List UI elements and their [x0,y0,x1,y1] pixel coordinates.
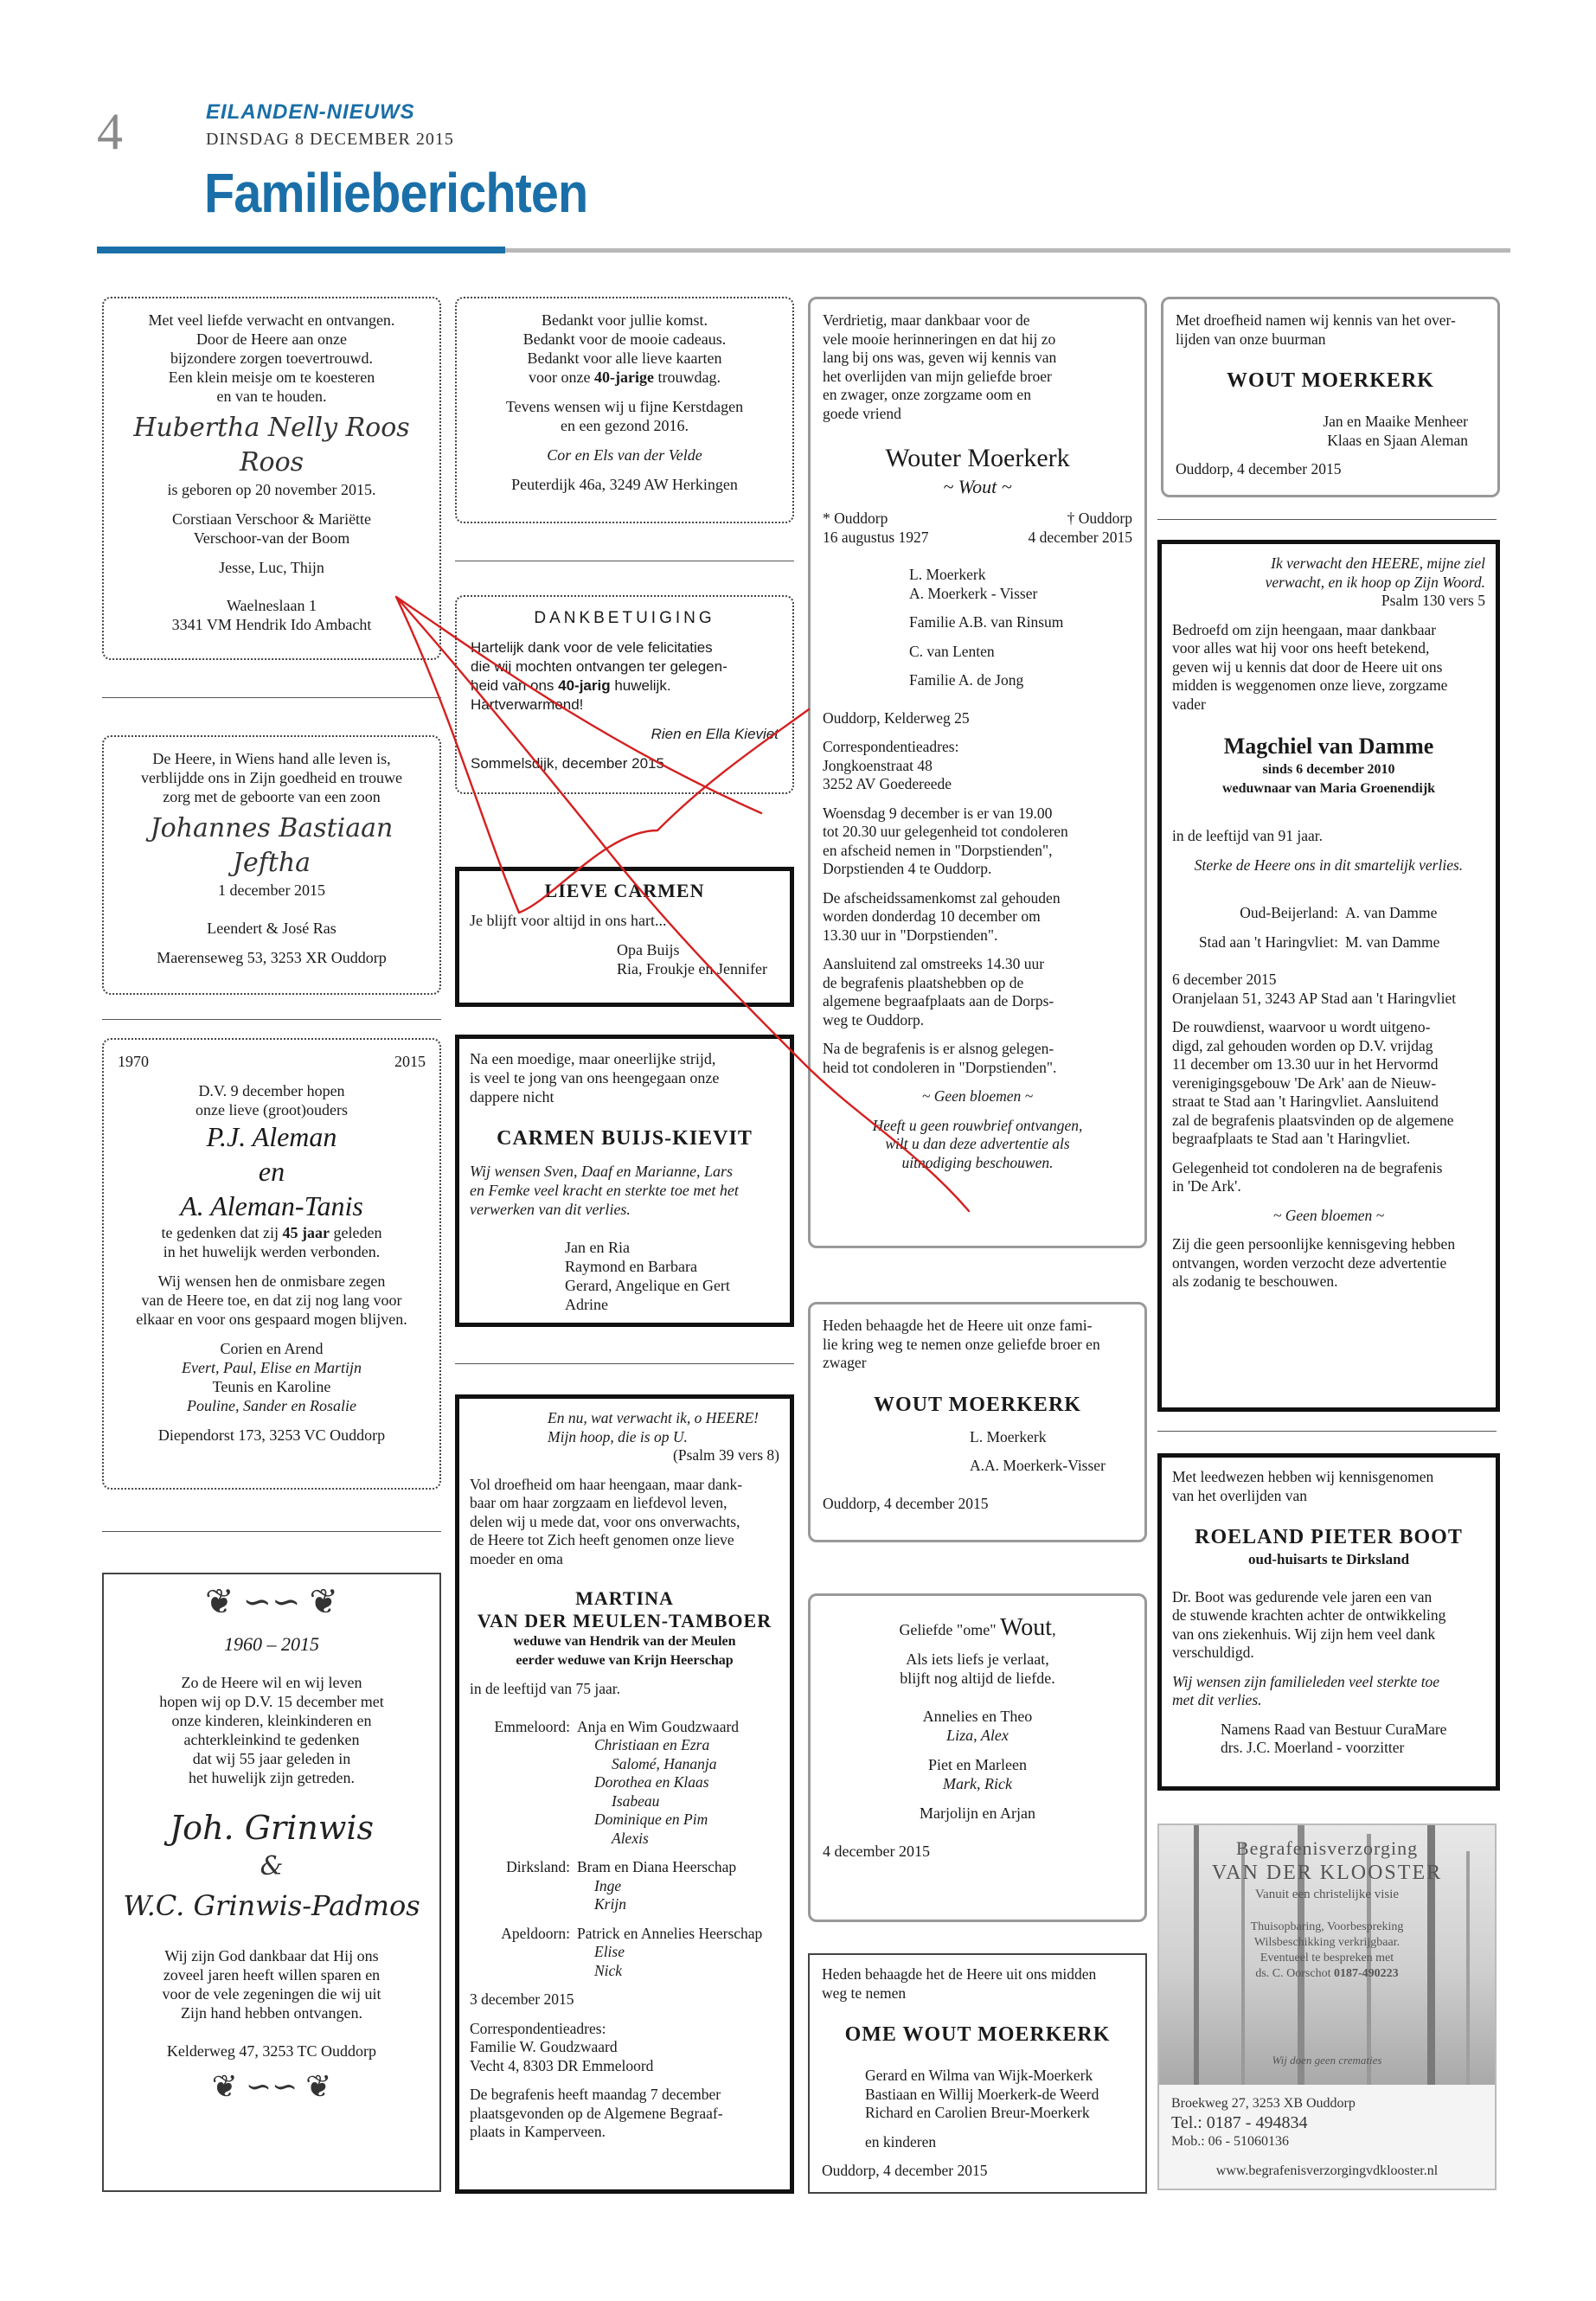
martina-verse-ref: (Psalm 39 vers 8) [673,1446,779,1464]
memorial-ad-carmen [455,1035,794,1327]
klooster-cremation: Wij doen geen crematies [1272,2054,1382,2067]
wouter-line: vele mooie herinneringen en dat hij zo [823,330,1056,348]
jeftha-line: zorg met de geboorte van een zoon [163,788,381,805]
roos-address: Waelneslaan 1 [226,597,317,614]
dank-line: heid van ons 40-jarig huwelijk. [471,677,671,694]
ome-wout-line1: Geliefde "ome" Wout, [899,1614,1056,1641]
roos-line: Een klein meisje om te koesteren [168,369,375,386]
magchiel-line: midden is weggenomen onze lieve, zorgzame [1172,676,1448,694]
martina-name1: MARTINA [575,1587,674,1609]
jeftha-script-name: Johannes Bastiaan [150,813,394,843]
wout-broer-line: zwager [823,1354,867,1371]
menheer-line: Met droefheid namen wij kennis van het over- [1176,311,1456,329]
aleman-years-line: te gedenken dat zij 45 jaar geleden [161,1224,382,1241]
aleman-en: en [258,1156,285,1187]
martina-sub1: weduwe van Hendrik van der Meulen [513,1634,736,1649]
magchiel-age: in de leeftijd van 91 jaar. [1172,827,1323,844]
wouter-address: Ouddorp, Kelderweg 25 [823,708,970,727]
boot-text: de stuwende krachten achter de ontwikkeling [1172,1606,1446,1624]
magchiel-condolence: in 'De Ark'. [1172,1177,1241,1195]
dank-from: Rien en Ella Kieviet [651,726,779,742]
menheer-from: Klaas en Sjaan Aleman [1327,431,1468,449]
title-rule-grey [505,248,1510,253]
aleman-address: Diependorst 173, 3253 VC Ouddorp [157,1426,386,1444]
memorial-ad-lieve-carmen [455,867,794,1007]
klooster-line1: Begrafenisverzorging [1235,1837,1419,1859]
grinwis-line: Zo de Heere wil en wij leven [181,1674,362,1691]
bedankt-address: Peuterdijk 46a, 3249 AW Herkingen [511,476,738,493]
separator [1157,1431,1497,1432]
martina-age: in de leeftijd van 75 jaar. [470,1680,620,1697]
magchiel-line: geven wij u kennis dat door de Heere uit ons [1172,657,1443,676]
roos-born: is geboren op 20 november 2015. [167,481,376,498]
martina-family-dirksland: Dirksland: Bram en Diana Heerschap Inge Krijn [506,1858,737,1913]
carmen-wish: en Femke veel kracht en sterkte toe met het [470,1182,739,1199]
wout-broer-from: A.A. Moerkerk-Visser [970,1457,1106,1474]
boot-from: drs. J.C. Moerland - voorzitter [1221,1739,1405,1756]
wouter-family: C. van Lenten [909,642,995,660]
wouter-died-place: † Ouddorp [1067,510,1132,527]
dank-place: Sommelsdijk, december 2015 [471,755,664,772]
obituary-ad-wout-menheer [1161,297,1500,497]
magchiel-service: 11 december om 13.30 uur in het Hervormd [1172,1055,1439,1073]
wouter-info: Na de begrafenis is er alsnog gelegen- [823,1040,1054,1057]
ome-wout-fam: Marjolijn en Arjan [920,1804,1035,1822]
grinwis-line: het huwelijk zijn getreden. [189,1769,355,1786]
aleman-line2: in het huwelijk werden verbonden. [163,1243,381,1260]
wouter-info: en afscheid nemen in "Dorpstienden", [823,841,1053,859]
roos-siblings: Jesse, Luc, Thijn [219,559,324,576]
wouter-info: weg te Ouddorp. [823,1010,925,1029]
wouter-flowers: ~ Geen bloemen ~ [921,1087,1034,1105]
ome-wout-obit-line: Heden behaagde het de Heere uit ons midden [822,1965,1097,1983]
wouter-note: Heeft u geen rouwbrief ontvangen, [872,1116,1083,1134]
obituary-ad-ome-wout [808,1953,1147,2194]
separator [102,1531,441,1532]
grinwis-years: 1960 – 2015 [224,1633,319,1655]
ome-wout-line: blijft nog altijd de liefde. [900,1670,1055,1687]
carmen-wish: verwerken van dit verlies. [470,1201,631,1218]
martina-corr: Vecht 4, 8303 DR Emmeloord [470,2056,654,2074]
martina-corr-title: Correspondentieadres: [470,2019,606,2037]
ome-wout-obit-from: Gerard en Wilma van Wijk-Moerkerk [865,2067,1093,2084]
grinwis-thanks: zoveel jaren heeft willen sparen en [163,1966,381,1984]
wout-broer-line: lie kring weg te nemen onze geliefde broer en [823,1335,1100,1353]
obituary-ad-martina [455,1394,794,2194]
magchiel-service: verenigingsgebouw 'De Ark' aan de Nieuw- [1172,1074,1437,1092]
martina-line: delen wij u mede dat, voor ons onverwachts, [470,1512,740,1530]
bedankt-line: Bedankt voor de mooie cadeaus. [522,330,727,348]
martina-verse: En nu, wat verwacht ik, o HEERE! [548,1409,759,1426]
ome-wout-fam: Annelies en Theo [922,1708,1033,1725]
boot-text: van ons ziekenhuis. Wij zijn hem veel dank [1172,1625,1436,1643]
lieve-carmen-title: LIEVE CARMEN [544,880,705,901]
wouter-info: worden donderdag 10 december om [823,907,1041,925]
klooster-contact: ds. C. Oorschot 0187-490223 [1255,1967,1399,1980]
bedankt-from: Cor en Els van der Velde [547,446,702,464]
wouter-info: tot 20.30 uur gelegenheid tot condoleren [823,823,1068,840]
magchiel-note: als zodanig te beschouwen. [1172,1272,1338,1290]
grinwis-address: Kelderweg 47, 3253 TC Ouddorp [166,2042,377,2060]
obituary-ad-wout-broer [808,1302,1147,1542]
ome-wout-obit-line: weg te nemen [822,1984,907,2002]
wouter-line: goede vriend [823,404,901,422]
dank-line: Hartverwarmend! [471,696,584,713]
wouter-info: De afscheidssamenkomst zal gehouden [823,888,1061,907]
ornament-top: ❦ ∽∽ ❦ [204,1582,339,1621]
boot-line: van het overlijden van [1172,1486,1307,1504]
klooster-line3: Vanuit een christelijke visie [1254,1888,1400,1901]
funeral-services-ad [1157,1823,1497,2190]
magchiel-service: straat te Stad aan 't Haringvliet. Aansluitend [1172,1093,1439,1110]
grinwis-line: achterkleinkind te gedenken [183,1731,360,1748]
roos-address: 3341 VM Hendrik Ido Ambacht [171,616,372,633]
obituary-ad-boot [1157,1453,1500,1791]
bedankt-wish: en een gezond 2016. [561,417,689,434]
klooster-tel: Tel.: 0187 - 494834 [1171,2113,1308,2132]
magchiel-line: Bedroefd om zijn heengaan, maar dankbaar [1172,620,1437,638]
aleman-year-left: 1970 [118,1053,149,1070]
ornament-bottom: ❦ ∽∽ ❦ [211,2069,332,2104]
issue-date: DINSDAG 8 DECEMBER 2015 [206,130,454,149]
aleman-family: Pouline, Sander en Rosalie [187,1397,356,1414]
wouter-line: lang bij ons was, geven wij kennis van [823,349,1057,366]
jeftha-date: 1 december 2015 [218,881,325,899]
wouter-born-place: * Ouddorp [823,510,888,527]
martina-burial: plaatsgevonden op de Algemene Begraaf- [470,2104,723,2122]
bedankt-line: Bedankt voor alle lieve kaarten [527,349,722,367]
roos-parents: Verschoor-van der Boom [193,529,350,547]
menheer-place: Ouddorp, 4 december 2015 [1176,460,1342,478]
wouter-info: Woensdag 9 december is er van 19.00 [823,804,1053,822]
aleman-wish: van de Heere toe, en dat zij nog lang voor [141,1292,402,1309]
wouter-info: heid tot condoleren in "Dorpstienden". [823,1058,1057,1076]
page-number: 4 [97,103,123,160]
wouter-family: A. Moerkerk - Visser [909,584,1038,602]
wouter-born-date: 16 augustus 1927 [823,528,929,546]
bedankt-wish: Tevens wensen wij u fijne Kerstdagen [505,398,744,415]
carmen-line: dappere nicht [470,1088,554,1106]
carmen-from: Adrine [565,1296,608,1313]
magchiel-service: begraafplaats te Stad aan 't Haringvliet. [1172,1130,1411,1147]
magchiel-verse: Ik verwacht den HEERE, mijne ziel [1271,554,1485,572]
magchiel-note: ontvangen, worden verzocht deze advertentie [1172,1253,1447,1272]
magchiel-widower: weduwnaar van Maria Groenendijk [1221,780,1436,796]
roos-parents: Corstiaan Verschoor & Mariëtte [171,510,372,528]
boot-from: Namens Raad van Bestuur CuraMare [1221,1720,1447,1738]
roos-script-short: Roos [239,447,304,478]
aleman-family: Teunis en Karoline [212,1378,331,1395]
martina-line: de Heere tot Zich heeft genomen onze lieve [470,1531,734,1548]
ome-wout-obit-place: Ouddorp, 4 december 2015 [822,2162,988,2179]
roos-line: Met veel liefde verwacht en ontvangen. [148,311,395,329]
ome-wout-obit-from: Richard en Carolien Breur-Moerkerk [865,2104,1090,2121]
memorial-ad-ome-wout-lief [808,1593,1147,1922]
ome-wout-date: 4 december 2015 [823,1843,930,1860]
section-title: Familieberichten [204,162,588,224]
carmen-wish: Wij wensen Sven, Daaf en Marianne, Lars [470,1163,733,1180]
roos-line: en van te houden. [216,388,327,405]
aleman-wish: Wij wensen hen de onmisbare zegen [157,1272,386,1290]
birth-ad-jeftha [102,735,441,995]
magchiel-date: 6 december 2015 [1172,971,1277,988]
wouter-info: Dorpstienden 4 te Ouddorp. [823,860,992,877]
klooster-services: Eventueel te bespreken met [1259,1952,1394,1965]
magchiel-verse-ref: Psalm 130 vers 5 [1381,592,1485,609]
aleman-family: Corien en Arend [220,1340,324,1357]
boot-wish: met dit verlies. [1172,1691,1262,1708]
ome-wout-fam: Liza, Alex [946,1727,1009,1744]
klooster-services: Wilsbeschikking verkrijgbaar. [1253,1936,1401,1949]
lieve-carmen-line: Je blijft voor altijd in ons hart... [470,912,667,929]
ome-wout-obit-kids: en kinderen [865,2132,937,2150]
aleman-name2: A. Aleman-Tanis [180,1190,363,1221]
martina-name2: VAN DER MEULEN-TAMBOER [477,1610,772,1631]
dank-line: die wij mochten ontvangen ter gelegen- [471,658,727,675]
magchiel-service: digd, zal gehouden worden op D.V. vrijdag [1172,1036,1433,1054]
jeftha-script-short: Jeftha [232,848,311,878]
ome-wout-obit-from: Bastiaan en Willij Moerkerk-de Weerd [865,2085,1099,2103]
thanks-ad-velde [455,297,794,523]
carmen-line: Na een moedige, maar oneerlijke strijd, [470,1050,716,1067]
bedankt-line: Bedankt voor jullie komst. [542,311,708,329]
magchiel-flowers: ~ Geen bloemen ~ [1272,1206,1385,1224]
klooster-mob: Mob.: 06 - 51060136 [1171,2134,1289,2149]
menheer-line: lijden van onze buurman [1176,330,1326,348]
jeftha-address: Maerenseweg 53, 3253 XR Ouddorp [157,949,387,966]
boot-line: Met leedwezen hebben wij kennisgenomen [1172,1468,1434,1485]
martina-family-apeldoorn: Apeldoorn: Patrick en Annelies Heerschap Elise Nick [501,1924,763,1979]
boot-title: oud-huisarts te Dirksland [1247,1551,1410,1567]
wouter-line: en zwager, onze zorgzame oom en [823,386,1031,403]
martina-family-emmeloord: Emmeloord: Anja en Wim Goudzwaard Christiaan en Ezra Salomé, Hananja Dorothea en Klaas Isabeau Dominique en Pim Alexis [494,1717,740,1847]
magchiel-loss: Sterke de Heere ons in dit smartelijk verlies. [1194,856,1464,874]
birth-ad-roos [102,297,441,660]
carmen-from: Gerard, Angelique en Gert [565,1277,730,1294]
jeftha-line: verblijdde ons in Zijn goedheid en trouwe [141,769,402,786]
magchiel-since: sinds 6 december 2010 [1262,762,1395,777]
grinwis-thanks: voor de vele zegeningen die wij uit [162,1985,381,2003]
grinwis-line: dat wij 55 jaar geleden in [192,1750,351,1767]
grinwis-name2: W.C. Grinwis-Padmos [123,1889,420,1922]
wout-broer-from: L. Moerkerk [970,1427,1047,1445]
separator [102,1019,441,1020]
wouter-info: de begrafenis plaatshebben op de [823,973,1024,991]
wouter-corr: Jongkoenstraat 48 [823,756,933,774]
menheer-name: WOUT MOERKERK [1227,369,1434,392]
separator [1157,519,1497,520]
title-rule-accent [97,247,505,253]
klooster-line2: VAN DER KLOOSTER [1211,1862,1443,1884]
aleman-name1: P.J. Aleman [206,1121,337,1152]
bedankt-line: voor onze 40-jarige trouwdag. [529,369,721,386]
wouter-line: het overlijden van mijn geliefde broer [823,367,1052,385]
martina-sub2: eerder weduwe van Krijn Heerschap [516,1652,734,1668]
wouter-info: algemene begraafplaats aan de Dorps- [823,992,1054,1009]
masthead: EILANDEN-NIEUWS [206,100,415,124]
magchiel-service: De rouwdienst, waarvoor u wordt uitgeno- [1172,1018,1431,1035]
aleman-wish: elkaar en voor ons gespaard mogen blijven. [136,1311,407,1328]
magchiel-name: Magchiel van Damme [1223,734,1434,759]
aleman-line: D.V. 9 december hopen [198,1082,345,1099]
ome-wout-line: Als iets liefs je verlaat, [906,1650,1049,1668]
carmen-from: Raymond en Barbara [565,1258,697,1275]
wouter-nickname: ~ Wout ~ [943,476,1012,497]
martina-date: 3 december 2015 [470,1990,574,2008]
forest-photo [1159,1825,1495,2085]
martina-line: moeder en oma [470,1549,563,1567]
obituary-ad-magchiel [1157,540,1500,1412]
wouter-family: L. Moerkerk [909,566,986,583]
jeftha-line: De Heere, in Wiens hand alle leven is, [152,750,391,767]
menheer-from: Jan en Maaike Menheer [1323,413,1468,430]
obituary-ad-wouter [808,297,1147,1248]
wouter-line: Verdrietig, maar dankbaar voor de [823,311,1030,329]
wouter-family: Familie A. de Jong [909,671,1024,689]
magchiel-family: Stad aan 't Haringvliet: M. van Damme [1198,933,1440,951]
klooster-web: www.begrafenisverzorgingvdklooster.nl [1215,2163,1439,2178]
wouter-info: Aansluitend zal omstreeks 14.30 uur [823,955,1045,972]
jeftha-parents: Leendert & José Ras [207,920,337,937]
magchiel-service: zal de begrafenis plaatsvinden op de algemene [1172,1111,1454,1129]
grinwis-name1: Joh. Grinwis [169,1809,375,1847]
separator [102,697,441,698]
dank-line: Hartelijk dank voor de vele felicitaties [471,639,713,656]
anniversary-ad-grinwis [102,1573,441,2192]
magchiel-verse: verwacht, en ik hoop op Zijn Woord. [1265,573,1485,591]
martina-line: Vol droefheid om haar heengaan, maar dank- [470,1475,743,1493]
wout-broer-line: Heden behaagde het de Heere uit onze fami- [823,1317,1093,1334]
ome-wout-fam: Mark, Rick [943,1775,1012,1792]
klooster-address: Broekweg 27, 3253 XB Ouddorp [1171,2096,1356,2111]
grinwis-line: hopen wij op D.V. 15 december met [159,1693,384,1710]
aleman-line: onze lieve (groot)ouders [195,1101,348,1118]
boot-text: Dr. Boot was gedurende vele jaren een van [1172,1587,1433,1606]
grinwis-thanks: Zijn hand hebben ontvangen. [181,2004,362,2022]
magchiel-address: Oranjelaan 51, 3243 AP Stad aan 't Haringvliet [1172,989,1457,1007]
roos-script-name: Hubertha Nelly Roos [133,413,410,443]
klooster-services: Thuisopbaring, Voorbespreking [1250,1920,1404,1933]
aleman-family: Evert, Paul, Elise en Martijn [182,1359,362,1376]
martina-burial: plaats in Kamperveen. [470,2123,606,2140]
wouter-corr: 3252 AV Goedereede [823,775,952,792]
lieve-carmen-from: Opa Buijs [617,941,680,958]
roos-line: bijzondere zorgen toevertrouwd. [170,349,374,367]
grinwis-amp: & [260,1851,284,1881]
wout-broer-place: Ouddorp, 4 december 2015 [823,1494,989,1512]
anniversary-ad-aleman [102,1038,441,1490]
martina-line: baar om haar zorgzaam en liefdevol leven, [470,1494,727,1511]
roos-line: Door de Heere aan onze [196,330,347,348]
dankbetuiging-title: DANKBETUIGING [534,609,715,627]
magchiel-line: vader [1172,695,1206,713]
ome-wout-fam: Piet en Marleen [928,1756,1027,1773]
lieve-carmen-from: Ria, Froukje en Jennifer [617,960,767,977]
magchiel-family: Oud-Beijerland: A. van Damme [1240,904,1438,921]
boot-wish: Wij wensen zijn familieleden veel sterkte toe [1172,1672,1440,1690]
wouter-note: uitnodiging beschouwen. [901,1153,1054,1171]
boot-name: ROELAND PIETER BOOT [1195,1526,1463,1548]
martina-corr: Familie W. Goudzwaard [470,2038,618,2055]
grinwis-thanks: Wij zijn God dankbaar dat Hij ons [164,1947,379,1965]
wouter-info: 13.30 uur in "Dorpstienden". [823,926,998,944]
carmen-line: is veel te jong van ons heengegaan onze [470,1069,720,1086]
magchiel-condolence: Gelegenheid tot condoleren na de begrafenis [1172,1158,1443,1176]
thanks-ad-kieviet [455,595,794,794]
separator [455,1363,794,1364]
wouter-note: wilt u dan deze advertentie als [885,1135,1070,1152]
wouter-died-date: 4 december 2015 [1028,528,1132,546]
wouter-corr-title: Correspondentieadres: [823,738,959,755]
magchiel-line: voor alles wat hij voor ons heeft betekend, [1172,639,1430,657]
wouter-family: Familie A.B. van Rinsum [909,613,1064,631]
carmen-name: CARMEN BUIJS-KIEVIT [497,1127,753,1150]
boot-text: verschuldigd. [1172,1644,1254,1661]
martina-burial: De begrafenis heeft maandag 7 december [470,2086,721,2103]
klooster-contact-block [1171,2095,1483,2180]
carmen-from: Jan en Ria [565,1239,630,1256]
magchiel-note: Zij die geen persoonlijke kennisgeving hebben [1172,1235,1456,1253]
aleman-year-right: 2015 [394,1053,426,1070]
grinwis-line: onze kinderen, kleinkinderen en [171,1712,372,1729]
martina-verse: Mijn hoop, die is op U. [548,1427,688,1445]
ome-wout-obit-name: OME WOUT MOERKERK [844,2023,1111,2046]
wouter-name: Wouter Moerkerk [885,444,1070,472]
wout-broer-name: WOUT MOERKERK [874,1393,1081,1416]
